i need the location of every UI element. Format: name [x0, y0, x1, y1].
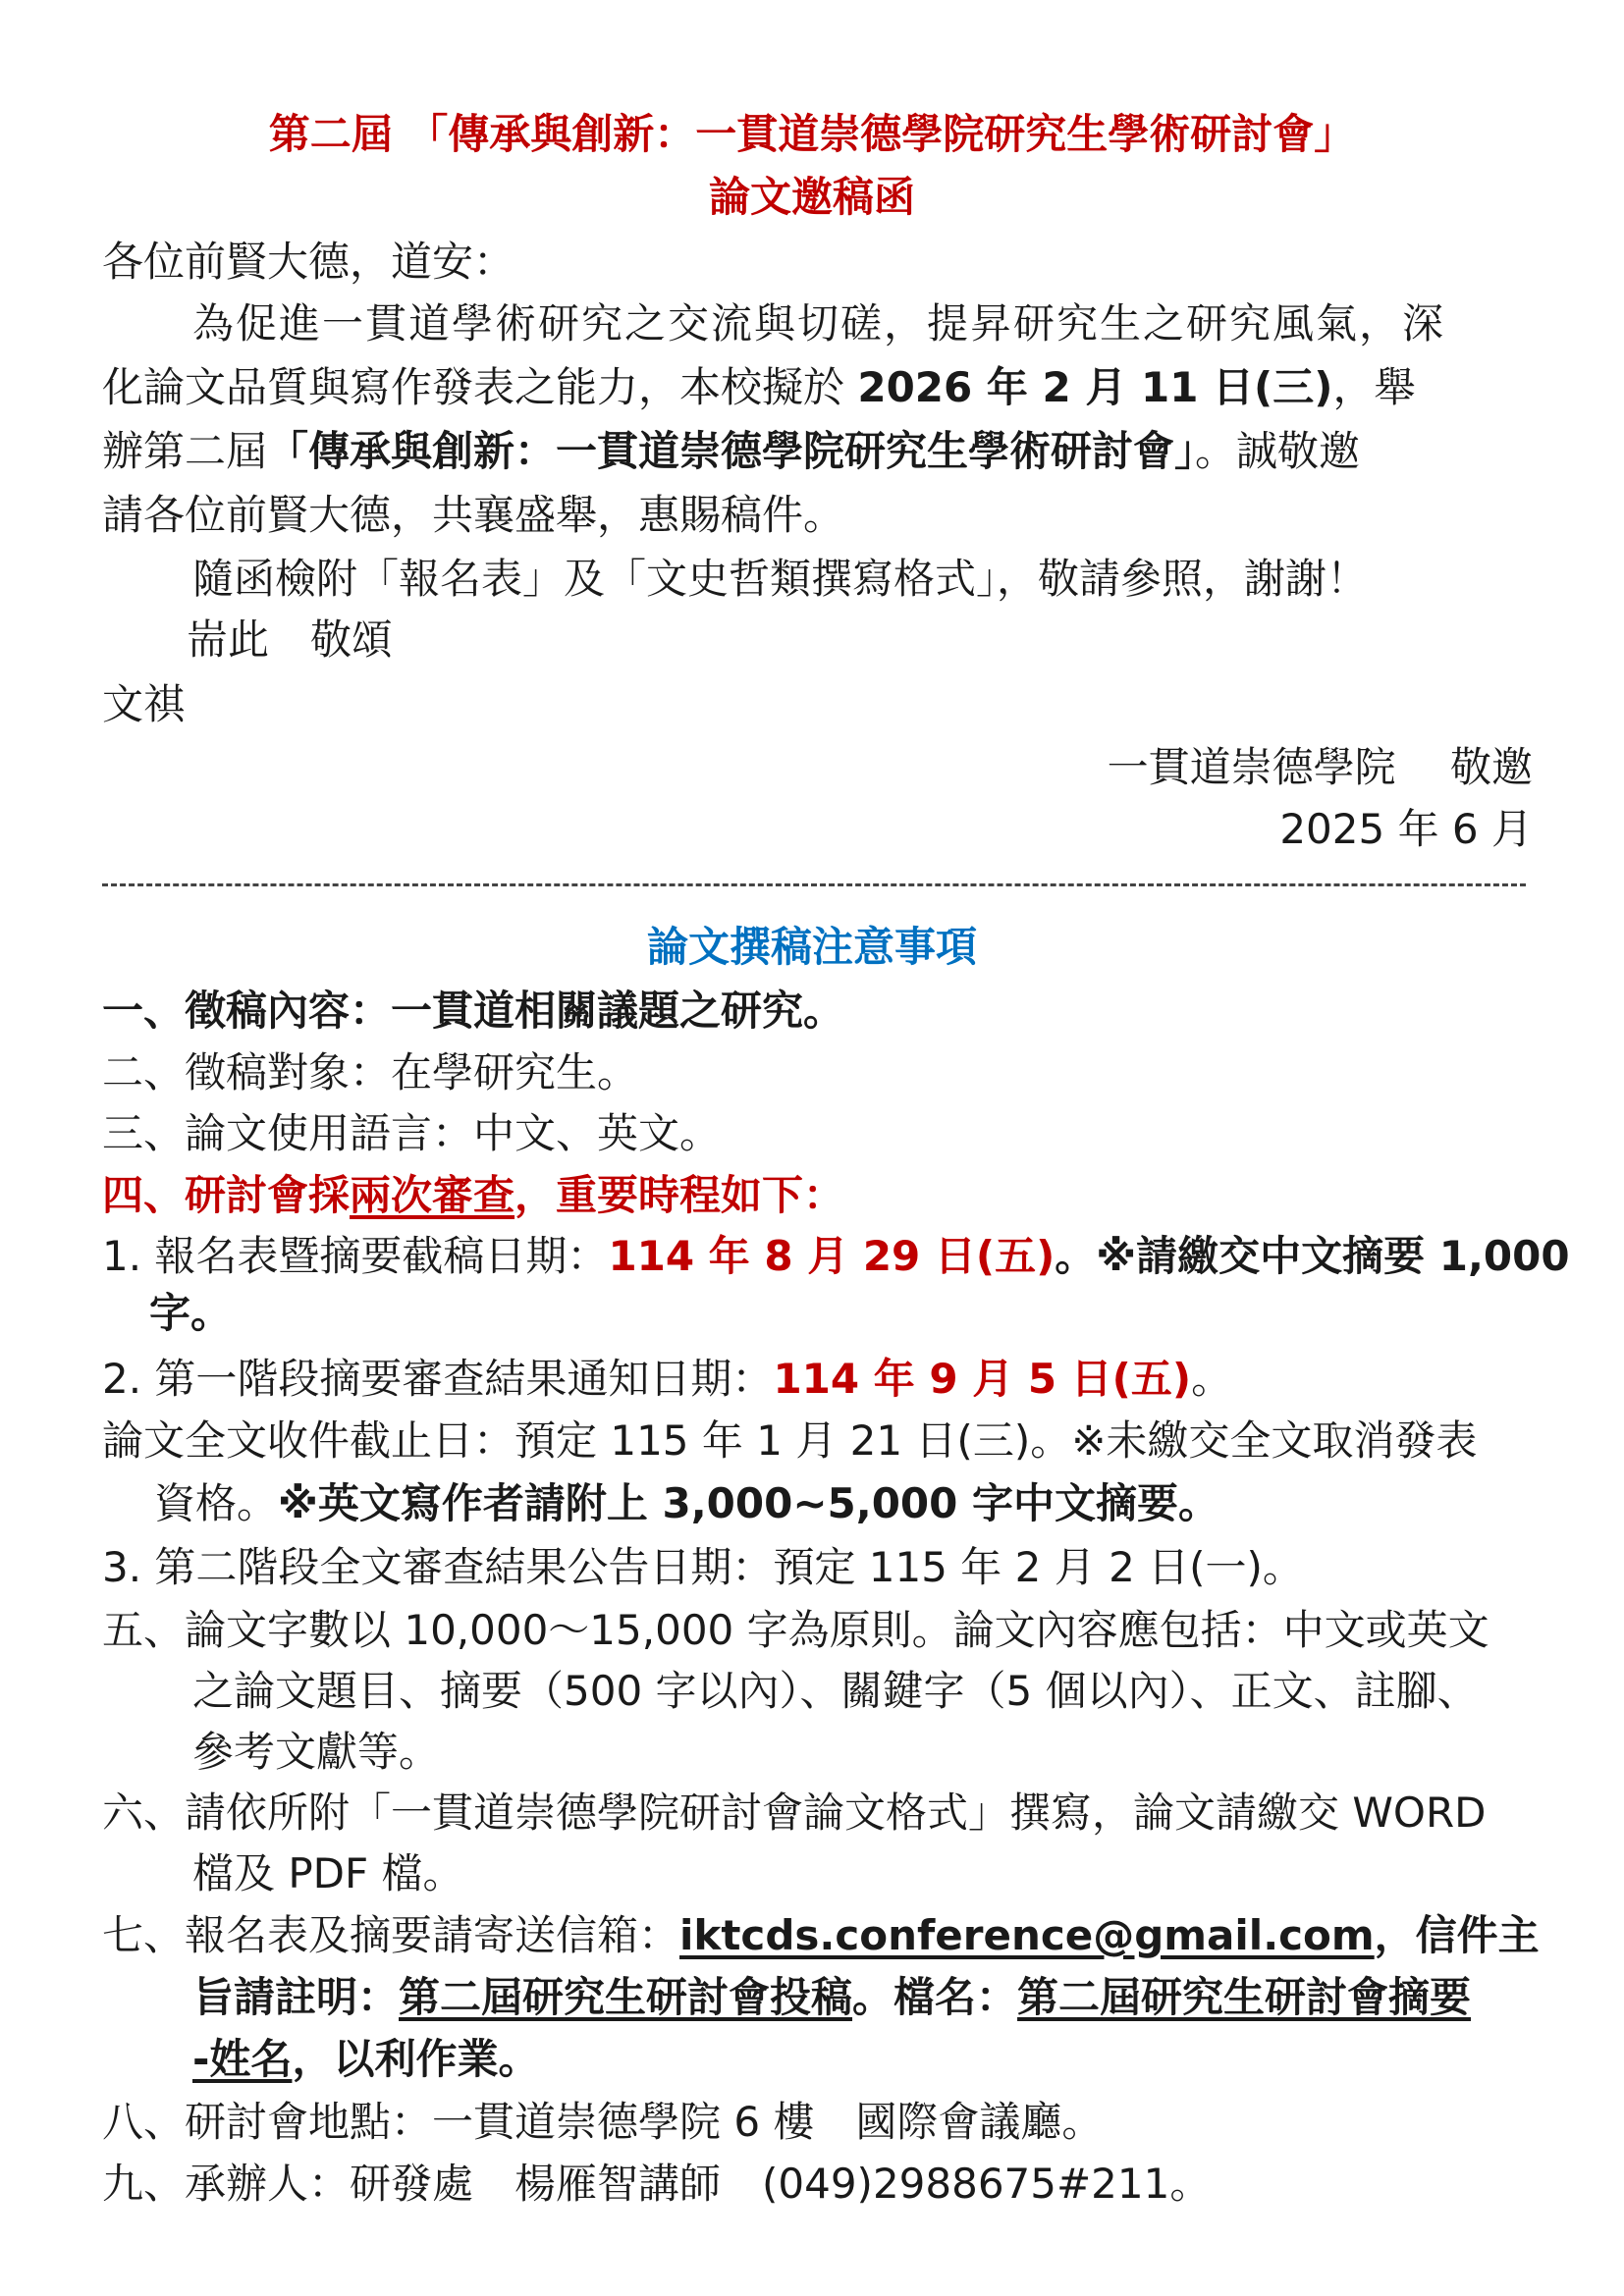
schedule-1-cont: 字。	[149, 1289, 233, 1337]
paragraph-2: 隨函檢附「報名表」及「文史哲類撰寫格式」，敬請參照，謝謝！	[192, 555, 1369, 603]
note-item-3: 三、論文使用語言：中文、英文。	[102, 1109, 722, 1157]
note-item-8: 八、研討會地點：一貫道崇德學院 6 樓 國際會議廳。	[102, 2098, 1104, 2146]
contact-email-link[interactable]: iktcds.conference@gmail.com	[679, 1911, 1375, 1959]
note-item-6-line-1: 六、請依所附「一貫道崇德學院研討會論文格式」撰寫，論文請繳交 WORD	[102, 1789, 1487, 1837]
schedule-1: 1. 報名表暨摘要截稿日期：114 年 8 月 29 日(五)。※請繳交中文摘要 1,000	[102, 1232, 1570, 1280]
email-subject: 第二屆研究生研討會投稿	[399, 1973, 853, 2021]
paragraph-1-line-3: 辦第二屆「傳承與創新：一貫道崇德學院研究生學術研討會」。誠敬邀	[102, 427, 1361, 475]
section-divider	[102, 883, 1526, 886]
event-date: 2026 年 2 月 11 日(三)	[857, 363, 1333, 411]
full-text-deadline: 論文全文收件截止日：預定 115 年 1 月 21 日(三)。※未繳交全文取消發表	[102, 1416, 1478, 1465]
note-item-7-line-2: 旨請註明：第二屆研究生研討會投稿。檔名：第二屆研究生研討會摘要	[192, 1973, 1472, 2021]
event-name: 「傳承與創新：一貫道崇德學院研究生學術研討會」	[267, 427, 1196, 475]
schedule-3: 3. 第二階段全文審查結果公告日期：預定 115 年 2 月 2 日(一)。	[102, 1543, 1304, 1591]
note-item-7-line-1: 七、報名表及摘要請寄送信箱：iktcds.conference@gmail.com，信件主	[102, 1911, 1540, 1959]
signature: 一貫道崇德學院 敬邀	[1107, 743, 1533, 791]
closing-phrase: 耑此 敬頌	[187, 615, 394, 664]
file-name: 第二屆研究生研討會摘要	[1017, 1973, 1472, 2021]
paragraph-1-line-2: 化論文品質與寫作發表之能力，本校擬於 2026 年 2 月 11 日(三)，舉	[102, 363, 1416, 411]
notes-heading: 論文撰稿注意事項	[646, 923, 977, 971]
document-title: 第二屆 「傳承與創新：一貫道崇德學院研究生學術研討會」	[268, 110, 1356, 158]
review-notice-date: 114 年 9 月 5 日(五)	[773, 1355, 1192, 1403]
note-item-7-line-3: -姓名，以利作業。	[192, 2035, 540, 2083]
full-text-deadline-cont: 資格。※英文寫作者請附上 3,000~5,000 字中文摘要。	[154, 1479, 1219, 1527]
salutation: 各位前賢大德，道安：	[102, 238, 515, 286]
document-subtitle: 論文邀稿函	[708, 173, 915, 221]
note-item-2: 二、徵稿對象：在學研究生。	[102, 1048, 639, 1096]
paragraph-1-line-4: 請各位前賢大德，共襄盛舉，惠賜稿件。	[102, 491, 845, 539]
note-item-5-line-2: 之論文題目、摘要（500 字以內）、關鍵字（5 個以內）、正文、註腳、	[192, 1667, 1479, 1715]
note-item-1: 一、徵稿內容：一貫道相關議題之研究。	[102, 987, 845, 1035]
schedule-2: 2. 第一階段摘要審查結果通知日期：114 年 9 月 5 日(五)。	[102, 1355, 1233, 1403]
two-reviews: 兩次審查	[350, 1171, 515, 1219]
note-item-5-line-3: 參考文獻等。	[192, 1728, 441, 1776]
note-item-9: 九、承辦人：研發處 楊雁智講師 (049)2988675#211。	[102, 2160, 1212, 2208]
closing-regards: 文祺	[102, 680, 186, 728]
note-item-5-line-1: 五、論文字數以 10,000～15,000 字為原則。論文內容應包括：中文或英文	[102, 1606, 1489, 1654]
note-item-4: 四、研討會採兩次審查，重要時程如下：	[102, 1171, 845, 1219]
note-item-6-line-2: 檔及 PDF 檔。	[192, 1849, 464, 1897]
paragraph-1-line-1: 為促進一貫道學術研究之交流與切磋，提昇研究生之研究風氣，深	[192, 299, 1446, 347]
letter-date: 2025 年 6 月	[1279, 805, 1533, 853]
abstract-deadline: 114 年 8 月 29 日(五)	[608, 1232, 1056, 1280]
